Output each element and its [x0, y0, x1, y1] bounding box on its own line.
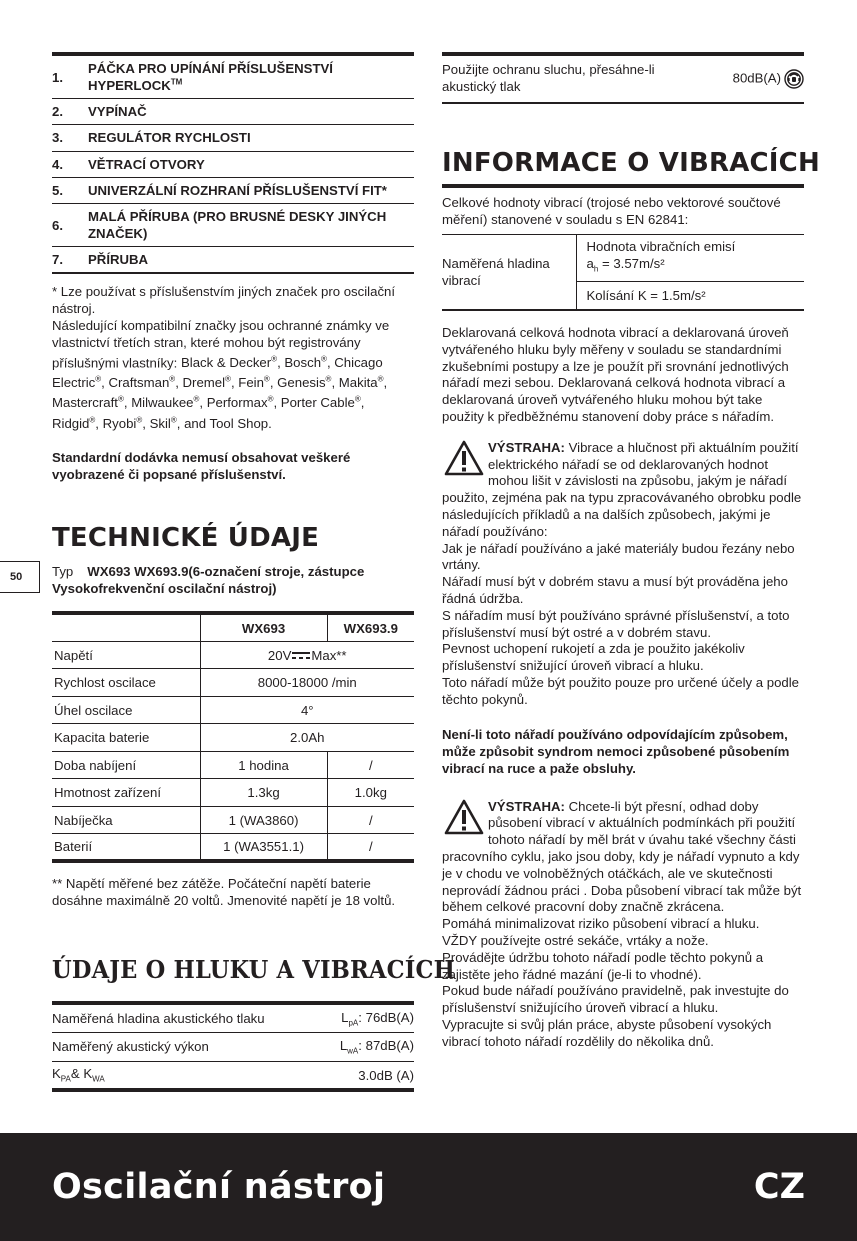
brand-name: Ryobi — [102, 415, 137, 431]
parts-label-cell — [88, 99, 414, 125]
spec-row — [52, 806, 414, 834]
parts-label: PÁČKA PRO UPÍNÁNÍ PŘÍSLUŠENSTVÍ HYPERLOCK — [88, 61, 333, 94]
vibration-intro: Celkové hodnoty vibrací (trojosé nebo vektorové součtové měření) stanovené v souladu s EN 62841: — [442, 194, 781, 227]
spec-label: Rychlost oscilace — [52, 669, 200, 697]
noise-heading: ÚDAJE O HLUKU A VIBRACÍCH — [52, 955, 456, 985]
noise-k-label — [52, 1061, 320, 1090]
page-number: 50 — [10, 570, 23, 583]
parts-label: MALÁ PŘÍRUBA (PRO BRUSNÉ DESKY JINÝCH ZNAČEK) — [88, 208, 387, 242]
tech-heading: TECHNICKÉ ÚDAJE — [52, 523, 320, 554]
parts-row — [52, 177, 414, 203]
parts-label-cell — [88, 54, 414, 99]
vib-row-label: Naměřená hladina vibrací — [442, 255, 550, 288]
hearing-value-cell — [692, 54, 804, 103]
warning-line: Nářadí musí být v dobrém stavu a musí být prováděna jeho řádná údržba. — [442, 574, 788, 607]
registered-mark: ® — [193, 394, 200, 404]
brand-name: Ridgid — [52, 415, 90, 431]
warning-line: VŽDY používejte ostré sekáče, vrtáky a nože. — [442, 933, 709, 948]
noise-k-value: 3.0dB (A) — [358, 1067, 414, 1083]
parts-number: 5. — [52, 177, 88, 203]
registered-mark: ® — [136, 415, 143, 425]
voltage-suffix: Max** — [311, 647, 347, 663]
spec-value-wx6939: 1.0kg — [327, 779, 414, 807]
k-symbol-b: & K — [70, 1066, 93, 1082]
warning-2 — [442, 799, 804, 1051]
registered-mark: ® — [377, 374, 384, 384]
warning-1-lines — [442, 541, 799, 707]
parts-label-cell — [88, 151, 414, 177]
k-sub-wa: WA — [92, 1074, 105, 1084]
standard-note: Standardní dodávka nemusí obsahovat veškeré vyobrazené či popsané příslušenství. — [52, 450, 351, 483]
hearing-value: 80dB(A) — [732, 70, 781, 86]
spec-row — [52, 669, 414, 697]
brand-name: Makita — [338, 375, 378, 391]
hearing-text: Použijte ochranu sluchu, přesáhne-li akustický tlak — [442, 62, 655, 94]
hav-warning: Není-li toto nářadí používáno odpovídajícím způsobem, může způsobit syndrom nemoci způsobené působením vibrací na ruce a paže obsluhy. — [442, 726, 790, 776]
type-value: WX693 WX693.9(6-označení stroje, zástupce Vysokofrekvenční oscilační nástroj) — [52, 564, 365, 597]
parts-row — [52, 247, 414, 274]
registered-mark: ® — [325, 374, 332, 384]
brand-name: Fein — [238, 375, 264, 391]
warning-line: Toto nářadí může být použito pouze pro určené účely a podle těchto pokynů. — [442, 675, 800, 707]
warning-line: Vypracujte si svůj plán práce, abyste působení vysokých vibrací tohoto nářadí rozdělily do několika dnů. — [442, 1016, 772, 1049]
spec-row-voltage — [52, 641, 414, 669]
registered-mark: ® — [169, 374, 176, 384]
vibration-heading: INFORMACE O VIBRACÍCH — [442, 148, 804, 188]
brand-name: Craftsman — [108, 375, 170, 391]
parts-row — [52, 54, 414, 99]
noise-table — [52, 1001, 414, 1092]
warning-triangle-icon — [444, 799, 484, 835]
parts-number: 2. — [52, 99, 88, 125]
spec-value-wx6939: / — [327, 834, 414, 862]
noise-row-uncertainty — [52, 1061, 414, 1090]
spec-label: Napětí — [52, 641, 200, 669]
parts-label: VYPÍNAČ — [88, 104, 147, 120]
type-label: Typ — [52, 564, 74, 580]
brand-name: Genesis — [277, 375, 326, 391]
noise-symbol-sub: pA — [348, 1018, 359, 1028]
registered-mark: ® — [225, 374, 231, 384]
voltage-footnote: ** Napětí měřené bez zátěže. Počáteční napětí baterie dosáhne maximálně 20 voltů. Jmenovité napětí je 18 voltů. — [52, 876, 396, 909]
noise-row — [52, 1032, 414, 1061]
spec-value-voltage — [200, 641, 414, 669]
spec-value: 4° — [200, 696, 414, 724]
warning-line: Pokud bude nářadí používáno pravidelně, pak investujte do příslušenství snižujícího úroveň vibrací a hluku. — [442, 983, 789, 1016]
warning-line: Jak je nářadí používáno a jaké materiály budou řezány nebo vrtány. — [442, 540, 795, 573]
col-wx693: WX693 — [200, 613, 327, 641]
brand-name: Dremel — [182, 375, 226, 391]
noise-symbol-sub: wA — [347, 1046, 359, 1056]
spec-label: Kapacita baterie — [52, 724, 200, 752]
spec-value-wx693: 1 hodina — [200, 751, 327, 779]
ear-protection-icon — [784, 69, 804, 89]
parts-label-cell — [88, 203, 414, 246]
registered-mark: ® — [117, 394, 124, 404]
warning-2-lines — [442, 916, 789, 1049]
spec-value: 8000-18000 /min — [200, 669, 414, 697]
spec-table — [52, 611, 414, 863]
registered-mark: ® — [263, 374, 270, 384]
parts-list — [52, 52, 414, 274]
vib-emission — [576, 234, 804, 281]
noise-value-cell — [320, 1003, 414, 1032]
registered-mark: ® — [271, 354, 278, 364]
noise-value-cell — [320, 1032, 414, 1061]
brand-note — [52, 284, 414, 432]
spec-header-row — [52, 613, 414, 641]
k-sub-pa: PA — [60, 1074, 71, 1084]
parts-label: VĚTRACÍ OTVORY — [88, 156, 205, 172]
type-line — [52, 563, 414, 597]
noise-symbol: L — [339, 1037, 348, 1053]
dc-symbol-icon — [292, 652, 310, 660]
registered-mark: ® — [89, 415, 96, 425]
brand-name: Performax — [206, 395, 268, 411]
parts-row — [52, 99, 414, 125]
declared-text: Deklarovaná celková hodnota vibrací a deklarovaná úroveň vytvářeného hluku byly měřeny v souladu se standardními zkušebními postupy a lze je použít při srovnání jednotlivých nářadí mezi sebou. Deklarovaná celková hodnota vibrací a deklarovaná úroveň vytvářeného hluku mohou být take použity k předběžnému stanovení doby práce s nářadím. — [442, 325, 789, 425]
vibration-table — [442, 234, 804, 312]
warning-triangle-icon — [444, 440, 484, 476]
warning-2-text: Chcete-li být přesní, odhad doby působení vibrací v aktuálních podmínkách při použití tohoto nářadí by měl brát v úvahu také všechny části pracovního cyklu, jako jsou doby, kdy je nářadí vypnuto a kdy je v chodu ve volnoběžných otáčkách, ale ve skutečnosti neprovádí žádnou práci . Doba působení vibrací tak může být během celkové pracovní doby značně zkrácena. — [442, 798, 802, 915]
vib-emission-label: Hodnota vibračních emisí — [586, 238, 736, 254]
parts-label-cell — [88, 125, 414, 151]
registered-mark: ® — [95, 374, 102, 384]
brand-list: Black & Decker®, Bosch®, Chicago Electric®, Craftsman®, Dremel®, Fein®, Genesis®, Makita®, Mastercraft®, Milwaukee®, Performax®, Porter Cable®, Ridgid®, Ryobi®, Skil®, and Tool Shop. — [52, 354, 388, 431]
parts-row — [52, 151, 414, 177]
parts-row — [52, 125, 414, 151]
spec-row — [52, 779, 414, 807]
registered-mark: ® — [321, 354, 327, 364]
parts-number: 6. — [52, 203, 88, 246]
brand-name: Skil — [149, 415, 171, 431]
brand-name: Mastercraft — [52, 395, 118, 411]
registered-mark: ® — [267, 394, 274, 404]
vib-k-value: Kolísání K = 1.5m/s² — [576, 281, 804, 310]
footer-language: CZ — [753, 1167, 805, 1207]
registered-mark: ® — [170, 415, 177, 425]
spec-row — [52, 751, 414, 779]
registered-mark: ® — [354, 394, 361, 404]
parts-number: 7. — [52, 252, 63, 268]
parts-label: UNIVERZÁLNÍ ROZHRANÍ PŘÍSLUŠENSTVÍ FIT* — [88, 182, 387, 198]
spec-label: Úhel oscilace — [52, 696, 200, 724]
spec-label: Doba nabíjení — [52, 751, 200, 779]
parts-row — [52, 203, 414, 246]
footer-bar — [0, 1133, 857, 1241]
left-column — [52, 52, 456, 1092]
spec-value-wx6939: / — [327, 806, 414, 834]
spec-value-wx693: 1 (WA3860) — [200, 806, 327, 834]
col-wx6939: WX693.9 — [327, 613, 414, 641]
warning-line: Pomáhá minimalizovat riziko působení vibrací a hluku. — [442, 916, 760, 932]
warning-line: S nářadím musí být používáno správné příslušenství, a toto příslušenství musí být ostré a v dobrém stavu. — [442, 607, 790, 640]
spec-label: Nabíječka — [52, 806, 200, 834]
noise-row — [52, 1003, 414, 1032]
spec-header-blank — [52, 613, 200, 641]
parts-number: 4. — [52, 151, 88, 177]
spec-label: Hmotnost zařízení — [52, 779, 200, 807]
parts-label-cell — [88, 247, 414, 274]
warning-line: Pevnost uchopení rukojetí a zda je použito jakékoliv příslušenství snižující úroveň vibrací a hluku. — [442, 641, 745, 674]
spec-row — [52, 724, 414, 752]
parts-trademark: TM — [170, 77, 183, 87]
spec-row — [52, 834, 414, 862]
note-star: * Lze používat s příslušenstvím jiných značek pro oscilační nástroj. — [52, 284, 396, 317]
warning-1-label: VÝSTRAHA: — [488, 439, 565, 455]
warning-1 — [442, 440, 804, 709]
warning-1-text: Vibrace a hlučnost při aktuálním použití elektrického nářadí se od deklarovaných hodnot mohou lišit v závislosti na způsobu, jakým je nářadí použito, zejména pak na typu zpracovávaného obrobku podle následujících příkladů a na dalších způsobech, jakými je nářadí používáno: — [442, 439, 802, 539]
voltage-prefix: 20V — [267, 647, 292, 663]
brand-name: Black & Decker — [181, 354, 272, 370]
footer-title: Oscilační nástroj — [52, 1167, 386, 1207]
noise-symbol: L — [341, 1009, 349, 1025]
noise-label: Naměřený akustický výkon — [52, 1032, 320, 1061]
spec-value-wx693: 1.3kg — [200, 779, 327, 807]
page-number-tab — [0, 561, 40, 593]
brand-name: Chicago Electric — [52, 354, 383, 391]
noise-value: : 76dB(A) — [358, 1009, 414, 1025]
brand-name: Milwaukee — [131, 395, 194, 411]
hearing-protection-row — [442, 52, 804, 104]
spec-label: Baterií — [54, 839, 93, 855]
parts-number: 3. — [52, 125, 88, 151]
vib-emission-sub: h — [593, 264, 599, 274]
warning-2-label: VÝSTRAHA: — [488, 798, 565, 814]
brand-name: Bosch — [284, 354, 322, 370]
trademark-intro: Následující kompatibilní značky jsou ochranné známky ve vlastnictví třetích stran, které mohou být registrovány příslušnými vlastníky: — [52, 318, 390, 370]
vib-emission-sym: a — [586, 255, 594, 271]
spec-row — [52, 696, 414, 724]
parts-label-cell — [88, 177, 414, 203]
spec-value-wx6939: / — [327, 751, 414, 779]
brand-name-last: and Tool Shop — [184, 415, 269, 431]
vib-emission-value: = 3.57m/s² — [598, 255, 665, 271]
right-column — [442, 52, 820, 1051]
noise-label: Naměřená hladina akustického tlaku — [52, 1003, 320, 1032]
spec-value: 2.0Ah — [200, 724, 414, 752]
parts-number: 1. — [52, 54, 88, 99]
parts-label: REGULÁTOR RYCHLOSTI — [88, 130, 251, 146]
warning-line: Provádějte údržbu tohoto nářadí podle těchto pokynů a zajistěte jeho řádné mazání (je-li to vhodné). — [442, 949, 764, 982]
spec-value-wx693: 1 (WA3551.1) — [200, 834, 327, 862]
noise-value: : 87dB(A) — [358, 1037, 414, 1053]
parts-label: PŘÍRUBA — [88, 252, 149, 268]
k-symbol: K — [52, 1066, 61, 1082]
brand-name: Porter Cable — [280, 395, 355, 411]
